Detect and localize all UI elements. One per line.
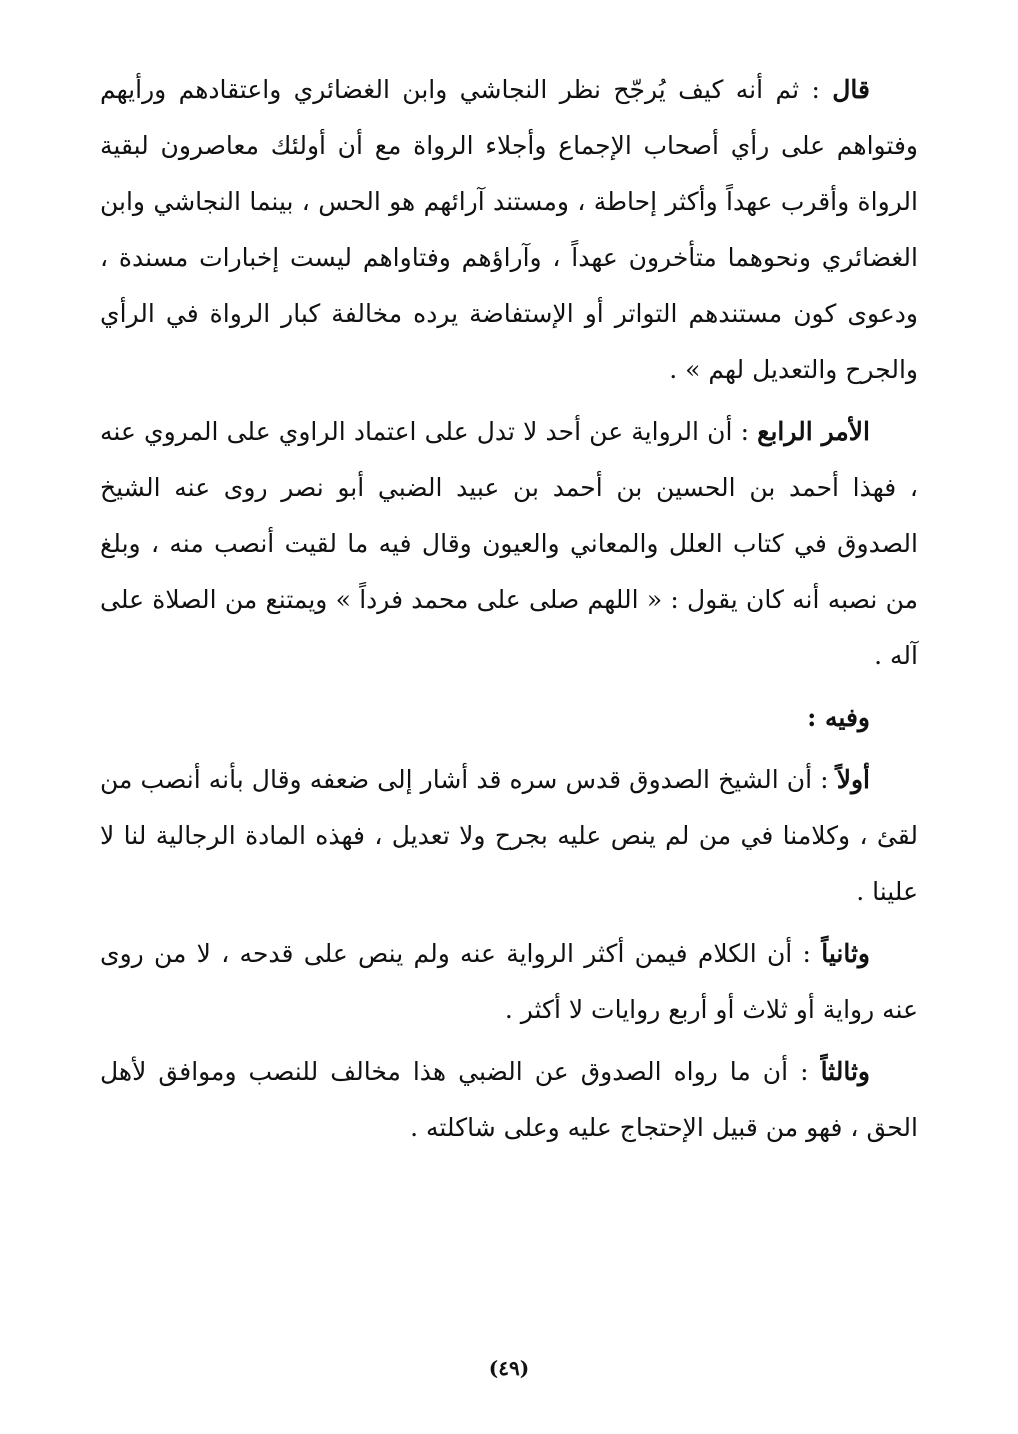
paragraph-qala [100, 62, 918, 398]
paragraph-lead: الأمر الرابع [757, 417, 870, 446]
paragraph-text: : ثم أنه كيف يُرجّح نظر النجاشي وابن الغضائري واعتقادهم ورأيهم وفتواهم على رأي أصحاب الإجماع وأجلاء الرواة مع أن أولئك معاصرون لبقية الرواة وأقرب عهداً وأكثر إحاطة ، ومستند آرائهم هو الحس ، بينما النجاشي وابن الغضائري ونحوهما متأخرون عهداً ، وآراؤهم وفتاواهم ليست إخبارات مسندة ، ودعوى كون مستندهم التواتر أو الإستفاضة يرده مخالفة كبار الرواة في الرأي والجرح والتعديل لهم » . [100, 75, 918, 384]
paragraph-text: : أن الرواية عن أحد لا تدل على اعتماد الراوي على المروي عنه ، فهذا أحمد بن الحسين بن أحمد بن عبيد الضبي أبو نصر روى عنه الشيخ الصدوق في كتاب العلل والمعاني والعيون وقال فيه ما لقيت أنصب منه ، وبلغ من نصبه أنه كان يقول : « اللهم صلى على محمد فرداً » ويمتنع من الصلاة على آله . [100, 417, 918, 670]
paragraph-lead: وثالثاً [820, 1057, 870, 1086]
paragraph-lead: وفيه : [807, 703, 870, 732]
paragraph-lead: وثانياً [821, 939, 870, 968]
paragraph-lead: أولاً [836, 765, 870, 794]
paragraph-third [100, 1044, 918, 1156]
paragraph-text: : أن ما رواه الصدوق عن الضبي هذا مخالف للنصب وموافق لأهل الحق ، فهو من قبيل الإحتجاج عليه وعلى شاكلته . [100, 1057, 918, 1142]
page-body [100, 62, 918, 1162]
paragraph-fourth-matter [100, 404, 918, 684]
paragraph-second [100, 926, 918, 1038]
paragraph-text: : أن الكلام فيمن أكثر الرواية عنه ولم ينص على قدحه ، لا من روى عنه رواية أو ثلاث أو أربع روايات لا أكثر . [100, 939, 918, 1024]
paragraph-first [100, 752, 918, 920]
paragraph-wafihi [100, 690, 918, 746]
page-number: (٤٩) [488, 1356, 530, 1380]
paragraph-lead: قال [832, 75, 870, 104]
paragraph-text: : أن الشيخ الصدوق قدس سره قد أشار إلى ضعفه وقال بأنه أنصب من لقئ ، وكلامنا في من لم ينص عليه بجرح ولا تعديل ، فهذه المادة الرجالية لنا لا علينا . [100, 765, 918, 906]
